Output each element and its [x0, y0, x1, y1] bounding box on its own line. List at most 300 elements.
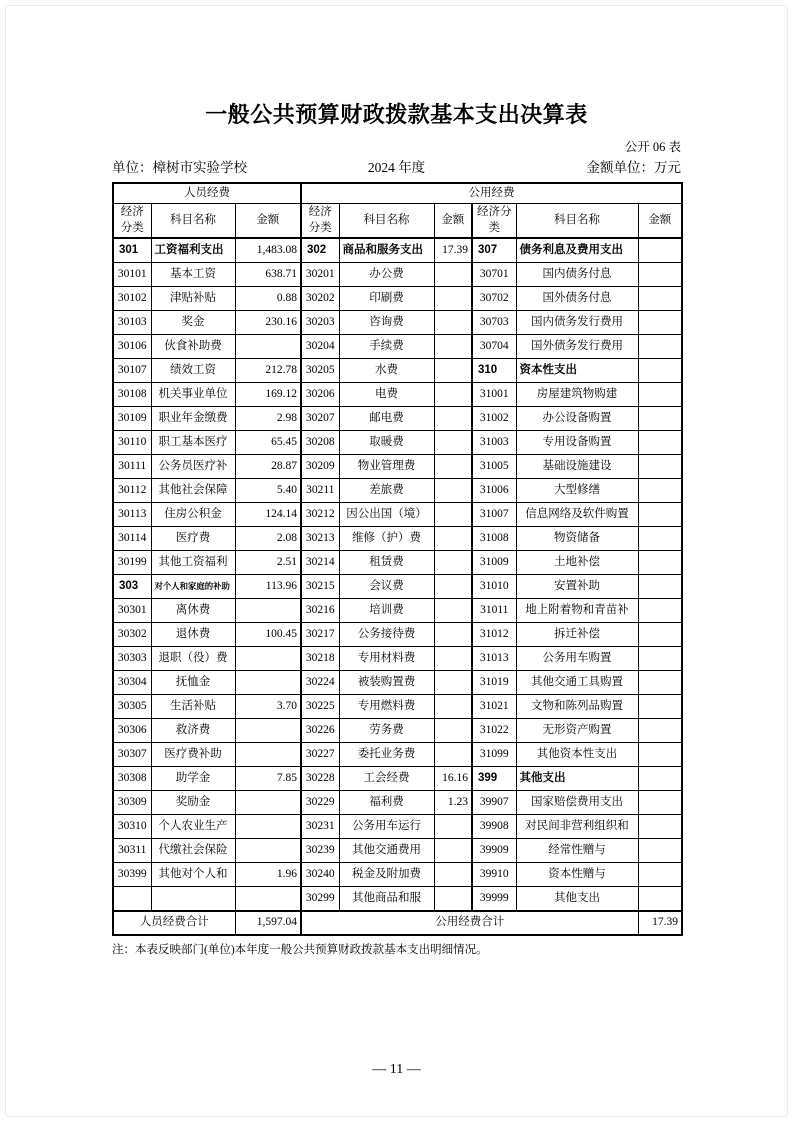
- col-header-subject-3: 科目名称: [516, 204, 638, 239]
- subject-name-cell: 资本性支出: [516, 359, 638, 383]
- table-row: [113, 431, 682, 455]
- subject-name-cell: 绩效工资: [151, 359, 235, 383]
- amount-cell: [235, 671, 301, 695]
- subject-name-cell: 工会经费: [339, 767, 434, 791]
- table-row: [113, 599, 682, 623]
- econ-code-cell: 31012: [472, 623, 516, 647]
- subject-name-cell: 水费: [339, 359, 434, 383]
- subject-name-cell: 地上附着物和青苗补: [516, 599, 638, 623]
- table-row: [113, 503, 682, 527]
- subject-name-cell: 税金及附加费: [339, 863, 434, 887]
- subject-name-cell: 其他商品和服: [339, 887, 434, 912]
- meta-row: [112, 159, 681, 176]
- subject-name-cell: 生活补贴: [151, 695, 235, 719]
- personnel-total-amount: 1,597.04: [235, 911, 301, 935]
- subject-name-cell: 奖励金: [151, 791, 235, 815]
- amount-cell: [434, 599, 472, 623]
- amount-cell: 17.39: [434, 238, 472, 263]
- amount-cell: [434, 503, 472, 527]
- subject-name-cell: 取暖费: [339, 431, 434, 455]
- subject-name-cell: 其他社会保障: [151, 479, 235, 503]
- amount-cell: [235, 839, 301, 863]
- econ-code-cell: 30110: [113, 431, 151, 455]
- amount-cell: [434, 359, 472, 383]
- econ-code-cell: 30203: [301, 311, 339, 335]
- table-row: [113, 863, 682, 887]
- amount-cell: [638, 407, 682, 431]
- econ-code-cell: 39999: [472, 887, 516, 912]
- amount-cell: [638, 599, 682, 623]
- econ-code-cell: 30399: [113, 863, 151, 887]
- econ-code-cell: 30206: [301, 383, 339, 407]
- amount-cell: 16.16: [434, 767, 472, 791]
- subject-name-cell: 债务利息及费用支出: [516, 238, 638, 263]
- amount-cell: [434, 431, 472, 455]
- amount-cell: 1.23: [434, 791, 472, 815]
- econ-code-cell: 303: [113, 575, 151, 599]
- subject-name-cell: 基本工资: [151, 263, 235, 287]
- subject-name-cell: 公务用车运行: [339, 815, 434, 839]
- subject-name-cell: 邮电费: [339, 407, 434, 431]
- table-row: [113, 311, 682, 335]
- subject-name-cell: 信息网络及软件购置: [516, 503, 638, 527]
- amount-cell: [638, 335, 682, 359]
- econ-code-cell: 30304: [113, 671, 151, 695]
- amount-cell: 2.98: [235, 407, 301, 431]
- econ-code-cell: 399: [472, 767, 516, 791]
- econ-code-cell: 31007: [472, 503, 516, 527]
- subject-name-cell: 公务员医疗补: [151, 455, 235, 479]
- econ-code-cell: 30212: [301, 503, 339, 527]
- econ-code-cell: 31002: [472, 407, 516, 431]
- amount-cell: [638, 551, 682, 575]
- amount-cell: [434, 479, 472, 503]
- econ-code-cell: 31010: [472, 575, 516, 599]
- col-header-amount-2: 金额: [434, 204, 472, 239]
- econ-code-cell: 30216: [301, 599, 339, 623]
- amount-cell: [638, 863, 682, 887]
- personnel-total-label: 人员经费合计: [113, 911, 235, 935]
- amount-cell: 5.40: [235, 479, 301, 503]
- econ-code-cell: 31099: [472, 743, 516, 767]
- amount-cell: [434, 551, 472, 575]
- econ-code-cell: 31008: [472, 527, 516, 551]
- subject-name-cell: 资本性赠与: [516, 863, 638, 887]
- amount-cell: [638, 647, 682, 671]
- subject-name-cell: 退职（役）费: [151, 647, 235, 671]
- subject-name-cell: 委托业务费: [339, 743, 434, 767]
- subject-name-cell: 退休费: [151, 623, 235, 647]
- amount-cell: 124.14: [235, 503, 301, 527]
- table-row: [113, 527, 682, 551]
- subject-name-cell: 劳务费: [339, 719, 434, 743]
- table-row: [113, 815, 682, 839]
- col-header-subject-2: 科目名称: [339, 204, 434, 239]
- amount-cell: [638, 287, 682, 311]
- table-body: [113, 238, 682, 911]
- econ-code-cell: 30702: [472, 287, 516, 311]
- amount-cell: [638, 479, 682, 503]
- subject-name-cell: 其他支出: [516, 767, 638, 791]
- footnote: 注：本表反映部门(单位)本年度一般公共预算财政拨款基本支出明细情况。: [112, 944, 488, 957]
- econ-code-cell: 30311: [113, 839, 151, 863]
- table-row: [113, 335, 682, 359]
- table-row: [113, 575, 682, 599]
- table-row: [113, 647, 682, 671]
- econ-code-cell: 39907: [472, 791, 516, 815]
- public-total-amount: 17.39: [638, 911, 682, 935]
- econ-code-cell: 30107: [113, 359, 151, 383]
- amount-cell: 3.70: [235, 695, 301, 719]
- econ-code-cell: 301: [113, 238, 151, 263]
- amount-cell: [638, 887, 682, 912]
- econ-code-cell: 30307: [113, 743, 151, 767]
- subject-name-cell: 奖金: [151, 311, 235, 335]
- table-row: [113, 359, 682, 383]
- subject-name-cell: 医疗费: [151, 527, 235, 551]
- subject-name-cell: 福利费: [339, 791, 434, 815]
- col-header-econ-2: 经济分类: [301, 204, 339, 239]
- econ-code-cell: 31011: [472, 599, 516, 623]
- totals-row: [113, 911, 682, 935]
- econ-code-cell: 30103: [113, 311, 151, 335]
- amount-cell: [235, 791, 301, 815]
- amount-cell: 638.71: [235, 263, 301, 287]
- subject-name-cell: 对民间非营利组织和: [516, 815, 638, 839]
- group-header-row: [113, 183, 682, 204]
- subject-name-cell: 物业管理费: [339, 455, 434, 479]
- econ-code-cell: 31019: [472, 671, 516, 695]
- amount-cell: [434, 887, 472, 912]
- subject-name-cell: 代缴社会保险: [151, 839, 235, 863]
- subject-name-cell: 其他交通工具购置: [516, 671, 638, 695]
- subject-name-cell: 土地补偿: [516, 551, 638, 575]
- subject-name-cell: 专用设备购置: [516, 431, 638, 455]
- amount-cell: [638, 359, 682, 383]
- subject-name-cell: 国内债务付息: [516, 263, 638, 287]
- amount-cell: 169.12: [235, 383, 301, 407]
- econ-code-cell: 30211: [301, 479, 339, 503]
- table-row: [113, 551, 682, 575]
- col-header-amount-1: 金额: [235, 204, 301, 239]
- subject-name-cell: 助学金: [151, 767, 235, 791]
- subject-name-cell: 会议费: [339, 575, 434, 599]
- table-row: [113, 671, 682, 695]
- amount-cell: [235, 743, 301, 767]
- subject-name-cell: 津贴补贴: [151, 287, 235, 311]
- amount-cell: [638, 719, 682, 743]
- econ-code-cell: 31022: [472, 719, 516, 743]
- subject-name-cell: 公务用车购置: [516, 647, 638, 671]
- table-row: [113, 407, 682, 431]
- amount-cell: [638, 815, 682, 839]
- amount-cell: [434, 815, 472, 839]
- public-total-label: 公用经费合计: [301, 911, 638, 935]
- amount-cell: 28.87: [235, 455, 301, 479]
- subject-name-cell: 公务接待费: [339, 623, 434, 647]
- table-row: [113, 839, 682, 863]
- subject-name-cell: 培训费: [339, 599, 434, 623]
- group-header-public: 公用经费: [301, 183, 682, 204]
- amount-cell: [434, 647, 472, 671]
- amount-cell: [638, 839, 682, 863]
- econ-code-cell: 307: [472, 238, 516, 263]
- amount-cell: [638, 311, 682, 335]
- econ-code-cell: 30217: [301, 623, 339, 647]
- subject-name-cell: 电费: [339, 383, 434, 407]
- group-header-personnel: 人员经费: [113, 183, 301, 204]
- amount-cell: 212.78: [235, 359, 301, 383]
- amount-cell: 2.08: [235, 527, 301, 551]
- amount-cell: [235, 815, 301, 839]
- amount-cell: 0.88: [235, 287, 301, 311]
- amount-cell: [434, 287, 472, 311]
- amount-cell: [638, 238, 682, 263]
- subject-name-cell: 工资福利支出: [151, 238, 235, 263]
- subject-name-cell: 抚恤金: [151, 671, 235, 695]
- econ-code-cell: 30108: [113, 383, 151, 407]
- amount-cell: [638, 263, 682, 287]
- amount-cell: [434, 527, 472, 551]
- subject-name-cell: 房屋建筑物购建: [516, 383, 638, 407]
- subject-name-cell: 大型修缮: [516, 479, 638, 503]
- amount-cell: [638, 743, 682, 767]
- econ-code-cell: 30204: [301, 335, 339, 359]
- subject-name-cell: 商品和服务支出: [339, 238, 434, 263]
- subject-name-cell: 其他支出: [516, 887, 638, 912]
- subject-name-cell: 其他对个人和: [151, 863, 235, 887]
- subject-name-cell: 国外债务发行费用: [516, 335, 638, 359]
- amount-cell: [235, 719, 301, 743]
- subject-name-cell: 安置补助: [516, 575, 638, 599]
- econ-code-cell: 30112: [113, 479, 151, 503]
- subject-name-cell: 对个人和家庭的补助: [151, 575, 235, 599]
- table-row: [113, 479, 682, 503]
- econ-code-cell: 31005: [472, 455, 516, 479]
- amount-cell: 100.45: [235, 623, 301, 647]
- econ-code-cell: 30231: [301, 815, 339, 839]
- amount-cell: [434, 863, 472, 887]
- subject-name-cell: 救济费: [151, 719, 235, 743]
- col-header-amount-3: 金额: [638, 204, 682, 239]
- subject-name-cell: 因公出国（境）: [339, 503, 434, 527]
- econ-code-cell: 30111: [113, 455, 151, 479]
- econ-code-cell: 30227: [301, 743, 339, 767]
- subject-name-cell: 医疗费补助: [151, 743, 235, 767]
- budget-table: [112, 182, 683, 936]
- table-row: [113, 287, 682, 311]
- econ-code-cell: 30207: [301, 407, 339, 431]
- amount-cell: [638, 575, 682, 599]
- econ-code-cell: 30305: [113, 695, 151, 719]
- econ-code-cell: 30701: [472, 263, 516, 287]
- econ-code-cell: 30201: [301, 263, 339, 287]
- econ-code-cell: 30704: [472, 335, 516, 359]
- amount-cell: [638, 671, 682, 695]
- amount-cell: [434, 719, 472, 743]
- subject-name-cell: 其他工资福利: [151, 551, 235, 575]
- form-number-label: 公开 06 表: [624, 140, 681, 154]
- col-header-econ-1: 经济分类: [113, 204, 151, 239]
- amount-cell: 65.45: [235, 431, 301, 455]
- subject-name-cell: 文物和陈列品购置: [516, 695, 638, 719]
- subject-name-cell: 手续费: [339, 335, 434, 359]
- econ-code-cell: 30106: [113, 335, 151, 359]
- amount-cell: [434, 383, 472, 407]
- subject-name-cell: 职业年金缴费: [151, 407, 235, 431]
- econ-code-cell: 30215: [301, 575, 339, 599]
- amount-cell: [235, 335, 301, 359]
- econ-code-cell: 30299: [301, 887, 339, 912]
- subject-name-cell: 办公设备购置: [516, 407, 638, 431]
- econ-code-cell: [113, 887, 151, 912]
- econ-code-cell: 39910: [472, 863, 516, 887]
- table-row: [113, 791, 682, 815]
- amount-cell: 113.96: [235, 575, 301, 599]
- table-row: [113, 455, 682, 479]
- amount-cell: [638, 695, 682, 719]
- econ-code-cell: 30209: [301, 455, 339, 479]
- subject-name-cell: 物资储备: [516, 527, 638, 551]
- amount-cell: [638, 767, 682, 791]
- subject-name-cell: 拆迁补偿: [516, 623, 638, 647]
- econ-code-cell: 31001: [472, 383, 516, 407]
- econ-code-cell: 30225: [301, 695, 339, 719]
- econ-code-cell: 30303: [113, 647, 151, 671]
- amount-cell: [638, 791, 682, 815]
- page-title: 一般公共预算财政拨款基本支出决算表: [205, 102, 588, 127]
- subject-name-cell: 差旅费: [339, 479, 434, 503]
- econ-code-cell: 30308: [113, 767, 151, 791]
- econ-code-cell: 30309: [113, 791, 151, 815]
- page-number: — 11 —: [372, 1062, 421, 1077]
- amount-cell: [434, 407, 472, 431]
- econ-code-cell: 30240: [301, 863, 339, 887]
- econ-code-cell: 31013: [472, 647, 516, 671]
- econ-code-cell: 30114: [113, 527, 151, 551]
- subject-name-cell: 国外债务付息: [516, 287, 638, 311]
- amount-cell: [434, 311, 472, 335]
- econ-code-cell: 30205: [301, 359, 339, 383]
- col-header-econ-3: 经济分类: [472, 204, 516, 239]
- econ-code-cell: 31009: [472, 551, 516, 575]
- amount-cell: 230.16: [235, 311, 301, 335]
- subject-name-cell: 个人农业生产: [151, 815, 235, 839]
- period-label: 2024 年度: [367, 160, 426, 175]
- econ-code-cell: 30224: [301, 671, 339, 695]
- econ-code-cell: 30310: [113, 815, 151, 839]
- subject-name-cell: [151, 887, 235, 912]
- subject-name-cell: 国家赔偿费用支出: [516, 791, 638, 815]
- subject-name-cell: 办公费: [339, 263, 434, 287]
- econ-code-cell: 310: [472, 359, 516, 383]
- econ-code-cell: 30109: [113, 407, 151, 431]
- amount-cell: [434, 263, 472, 287]
- amount-cell: [434, 335, 472, 359]
- amount-cell: [235, 887, 301, 912]
- econ-code-cell: 30199: [113, 551, 151, 575]
- econ-code-cell: 31006: [472, 479, 516, 503]
- amount-cell: [638, 383, 682, 407]
- amount-cell: [434, 623, 472, 647]
- table-row: [113, 767, 682, 791]
- table-row: [113, 887, 682, 912]
- amount-cell: [434, 671, 472, 695]
- amount-cell: 7.85: [235, 767, 301, 791]
- subject-name-cell: 住房公积金: [151, 503, 235, 527]
- unit-label: 单位：樟树市实验学校: [112, 160, 247, 175]
- amount-cell: [434, 455, 472, 479]
- econ-code-cell: 30703: [472, 311, 516, 335]
- econ-code-cell: 30202: [301, 287, 339, 311]
- amount-cell: 1,483.08: [235, 238, 301, 263]
- subject-name-cell: 专用材料费: [339, 647, 434, 671]
- econ-code-cell: 30214: [301, 551, 339, 575]
- amount-unit-label: 金额单位：万元: [586, 160, 682, 175]
- subject-name-cell: 被装购置费: [339, 671, 434, 695]
- amount-cell: [638, 623, 682, 647]
- column-header-row: [113, 204, 682, 239]
- subject-name-cell: 维修（护）费: [339, 527, 434, 551]
- subject-name-cell: 其他交通费用: [339, 839, 434, 863]
- econ-code-cell: 39909: [472, 839, 516, 863]
- econ-code-cell: 31003: [472, 431, 516, 455]
- econ-code-cell: 39908: [472, 815, 516, 839]
- table-row: [113, 383, 682, 407]
- subject-name-cell: 无形资产购置: [516, 719, 638, 743]
- econ-code-cell: 30302: [113, 623, 151, 647]
- econ-code-cell: 30306: [113, 719, 151, 743]
- amount-cell: [434, 575, 472, 599]
- econ-code-cell: 30228: [301, 767, 339, 791]
- subject-name-cell: 其他资本性支出: [516, 743, 638, 767]
- econ-code-cell: 30101: [113, 263, 151, 287]
- subject-name-cell: 经常性赠与: [516, 839, 638, 863]
- amount-cell: [235, 647, 301, 671]
- econ-code-cell: 30218: [301, 647, 339, 671]
- econ-code-cell: 30229: [301, 791, 339, 815]
- subject-name-cell: 咨询费: [339, 311, 434, 335]
- amount-cell: [638, 431, 682, 455]
- table-row: [113, 623, 682, 647]
- econ-code-cell: 30113: [113, 503, 151, 527]
- subject-name-cell: 国内债务发行费用: [516, 311, 638, 335]
- table-row: [113, 695, 682, 719]
- document-body: [112, 0, 681, 958]
- subject-name-cell: 印刷费: [339, 287, 434, 311]
- subject-name-cell: 机关事业单位: [151, 383, 235, 407]
- subject-name-cell: 租赁费: [339, 551, 434, 575]
- econ-code-cell: 302: [301, 238, 339, 263]
- subject-name-cell: 基础设施建设: [516, 455, 638, 479]
- table-row: [113, 263, 682, 287]
- econ-code-cell: 30239: [301, 839, 339, 863]
- subject-name-cell: 伙食补助费: [151, 335, 235, 359]
- econ-code-cell: 30301: [113, 599, 151, 623]
- amount-cell: [638, 503, 682, 527]
- amount-cell: [235, 599, 301, 623]
- amount-cell: [434, 839, 472, 863]
- table-row: [113, 743, 682, 767]
- econ-code-cell: 30208: [301, 431, 339, 455]
- amount-cell: [638, 527, 682, 551]
- econ-code-cell: 30226: [301, 719, 339, 743]
- col-header-subject-1: 科目名称: [151, 204, 235, 239]
- subject-name-cell: 离休费: [151, 599, 235, 623]
- econ-code-cell: 30213: [301, 527, 339, 551]
- amount-cell: 1.96: [235, 863, 301, 887]
- econ-code-cell: 31021: [472, 695, 516, 719]
